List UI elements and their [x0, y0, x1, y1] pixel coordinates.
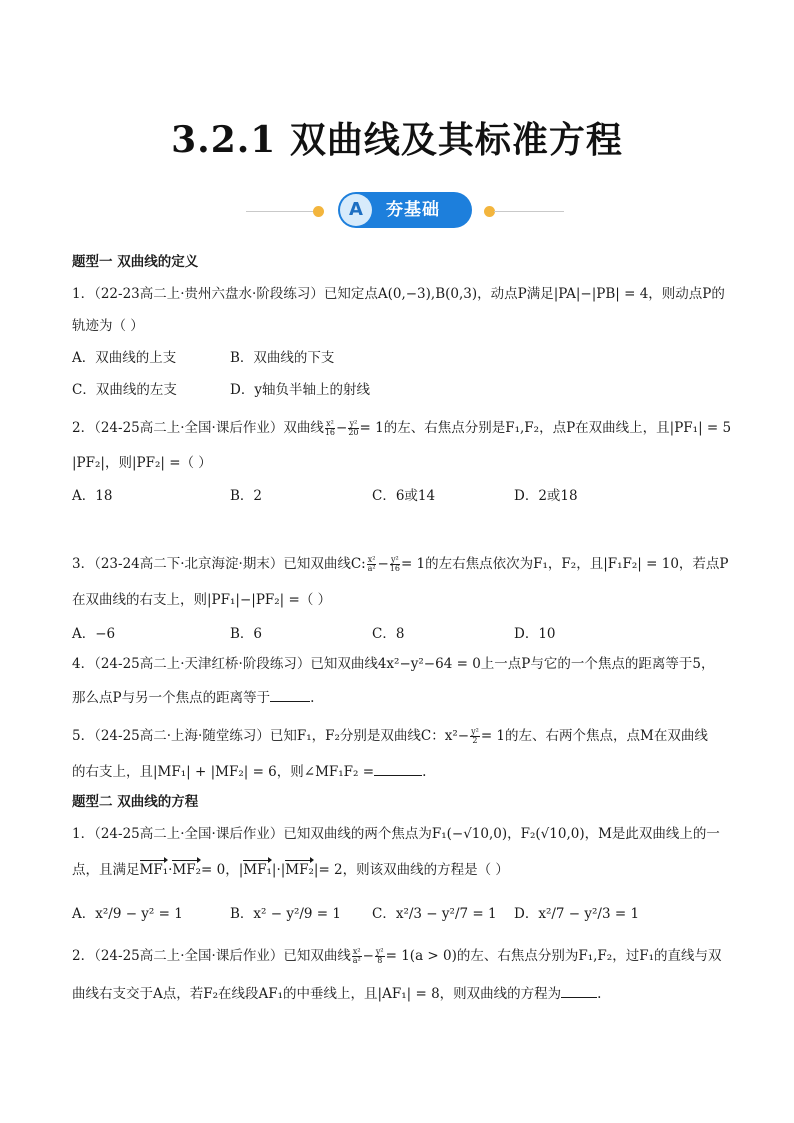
fraction-denominator: a² [352, 956, 361, 965]
option-c: C．6或14 [372, 488, 436, 504]
question-stem: 已知双曲线的两个焦点为F₁(−√10,0)，F₂(√10,0)，M是此双曲线上的一 [283, 826, 720, 842]
answer-blank [561, 997, 597, 998]
option-b: B．双曲线的下支 [230, 350, 335, 366]
question-stem: 那么点P与另一个焦点的距离等于 [72, 690, 271, 706]
question-stem: = 2，则该双曲线的方程是（ ） [318, 862, 509, 878]
fraction-numerator: x² [352, 947, 361, 956]
option-letter: C． [372, 906, 396, 922]
fraction-numerator: y² [349, 419, 358, 428]
fraction-denominator: 2 [472, 736, 478, 745]
option-b: B．2 [230, 488, 263, 504]
vector: MF₂ [172, 862, 202, 878]
option-letter: D． [514, 906, 539, 922]
question-1-2-line-2: |PF₂|，则|PF₂| =（ ） [72, 455, 212, 471]
divider-line-right [494, 211, 564, 212]
question-source: 4．（24-25高二上·天津红桥·阶段练习） [72, 656, 311, 672]
question-source: 1．（24-25高二上·全国·课后作业） [72, 826, 284, 842]
fraction [352, 948, 362, 965]
fraction-numerator: y² [471, 727, 479, 736]
question-2-2-line-1: 2．（24-25高二上·全国·课后作业）已知双曲线 $\frac{\text{x²}}{\text{a²}}$ − $\frac{\text{y²}}{8}$ = 1(a > 0)的左、右焦点分别为F₁,F₂，过F₁的直线与双 [72, 947, 722, 965]
option-d [514, 902, 639, 922]
option-d: D．2或18 [514, 488, 578, 504]
fraction-denominator: 8 [377, 956, 383, 965]
divider-line-left [246, 211, 316, 212]
option-c [372, 902, 497, 922]
question-2-1-line-2: 点，且满足MF₁·MF₂= 0，|MF₁|·|MF₂|= 2，则该双曲线的方程是（ ） [72, 862, 509, 878]
fraction [367, 556, 377, 573]
title-text: 双曲线及其标准方程 [289, 120, 623, 161]
type-heading-2: 题型二 双曲线的方程 [72, 794, 199, 810]
question-stem: 已知定点A(0,−3),B(0,3)，动点P满足|PA|−|PB| = 4，则动点P的 [323, 286, 725, 302]
section-badge: A [340, 194, 372, 226]
fraction-denominator: 16 [389, 564, 400, 573]
option-a: A．双曲线的上支 [72, 350, 177, 366]
fraction [375, 948, 385, 965]
question-stem: = 1(a > 0)的左、右焦点分别为F₁,F₂，过F₁的直线与双 [385, 948, 722, 964]
question-source: 2．（24-25高二上·全国·课后作业） [72, 420, 284, 436]
question-1-1-line-1 [72, 282, 725, 302]
question-source: 1．（22-23高二上·贵州六盘水·阶段练习） [72, 286, 324, 302]
fraction-numerator: y² [375, 947, 384, 956]
option-a: A．18 [72, 488, 113, 504]
question-2-1-line-1 [72, 822, 720, 842]
fraction-denominator: 16 [324, 428, 336, 437]
section-label: 夯基础 [386, 200, 440, 220]
question-1-4-line-2: 那么点P与另一个焦点的距离等于 . [72, 690, 315, 706]
option-text: x²/9 − y² = 1 [95, 906, 183, 922]
page-title [0, 112, 794, 163]
question-source: 3．（23-24高二下·北京海淀·期末） [72, 556, 284, 572]
answer-blank [374, 775, 422, 776]
fraction [390, 556, 400, 573]
question-stem: 已知双曲线 [283, 948, 351, 964]
option-c: C．双曲线的左支 [72, 382, 177, 398]
option-text: x²/3 − y²/7 = 1 [395, 906, 497, 922]
question-1-5-line-2: 的右支上，且|MF₁| + |MF₂| = 6，则∠MF₁F₂ = . [72, 764, 427, 780]
option-c: C．8 [372, 626, 405, 642]
vector: MF₂ [285, 862, 314, 878]
question-stem: 已知双曲线4x²−y²−64 = 0上一点P与它的一个焦点的距离等于5， [310, 656, 715, 672]
question-1-1-line-2: 轨迹为（ ） [72, 318, 144, 334]
question-2-2-line-2: 曲线右支交于A点，若F₂在线段AF₁的中垂线上，且|AF₁| = 8，则双曲线的方程为 . [72, 986, 602, 1002]
section-pill [338, 192, 472, 228]
vector: MF₁ [243, 862, 272, 878]
option-a [72, 902, 183, 922]
question-stem: = 1的左右焦点依次为F₁，F₂，且|F₁F₂| = 10，若点P [400, 556, 729, 572]
option-b: B．6 [230, 626, 263, 642]
option-letter: B． [230, 906, 254, 922]
question-stem: 已知F₁，F₂分别是双曲线C：x²− [269, 728, 470, 744]
fraction-numerator: x² [326, 419, 334, 428]
title-number: 3.2.1 [171, 119, 277, 161]
dot-icon-left [313, 206, 324, 217]
question-1-5-line-1 [72, 724, 708, 745]
question-stem: 已知双曲线C: [283, 556, 366, 572]
question-stem: 曲线右支交于A点，若F₂在线段AF₁的中垂线上，且|AF₁| = 8，则双曲线的方程为 [72, 986, 562, 1002]
option-b [230, 902, 341, 922]
option-a: A．−6 [72, 626, 116, 642]
option-d: D．10 [514, 626, 556, 642]
question-source: 2．（24-25高二上·全国·课后作业） [72, 948, 284, 964]
type-heading-1: 题型一 双曲线的定义 [72, 254, 199, 270]
option-text: x² − y²/9 = 1 [253, 906, 342, 922]
section-header [0, 192, 794, 232]
question-1-3-line-2: 在双曲线的右支上，则|PF₁|−|PF₂| =（ ） [72, 592, 332, 608]
fraction-numerator: y² [390, 555, 399, 564]
option-letter: A． [72, 906, 96, 922]
option-text: x²/7 − y²/3 = 1 [538, 906, 640, 922]
question-stem: 的右支上，且|MF₁| + |MF₂| = 6，则∠MF₁F₂ = [72, 764, 375, 780]
fraction-denominator: 20 [348, 428, 359, 437]
question-1-2-line-1: 2．（24-25高二上·全国·课后作业）双曲线 $\frac{\text{x²}}{16}$ − $\frac{\text{y²}}{20}$ = 1的左、右焦点分别是F₁,F₂，点P在双曲线上，且|PF₁| = 5 [72, 419, 732, 437]
option-d: D．y轴负半轴上的射线 [230, 382, 370, 398]
question-source: 5．（24-25高二·上海·随堂练习） [72, 728, 270, 744]
question-stem: = 1的左、右两个焦点，点M在双曲线 [480, 728, 708, 744]
question-1-3-line-1: 3．（23-24高二下·北京海淀·期末）已知双曲线C: $\frac{\text{x²}}{\text{a²}}$ − $\frac{\text{y²}}{16}$ = 1的左右焦点依次为F₁，F₂，且|F₁F₂| = 10，若点P [72, 555, 729, 573]
fraction-denominator: a² [367, 564, 376, 573]
answer-blank [270, 701, 310, 702]
fraction-numerator: x² [367, 555, 376, 564]
fraction [470, 728, 480, 745]
fraction [348, 420, 358, 437]
question-stem: 点，且满足 [72, 862, 140, 878]
question-1-4-line-1 [72, 652, 714, 672]
vector: MF₁ [139, 862, 169, 878]
question-stem: = 1的左、右焦点分别是F₁,F₂，点P在双曲线上，且|PF₁| = 5 [359, 420, 732, 436]
question-stem: 双曲线 [283, 420, 324, 436]
question-stem: = 0， [201, 862, 239, 878]
fraction [325, 420, 335, 437]
